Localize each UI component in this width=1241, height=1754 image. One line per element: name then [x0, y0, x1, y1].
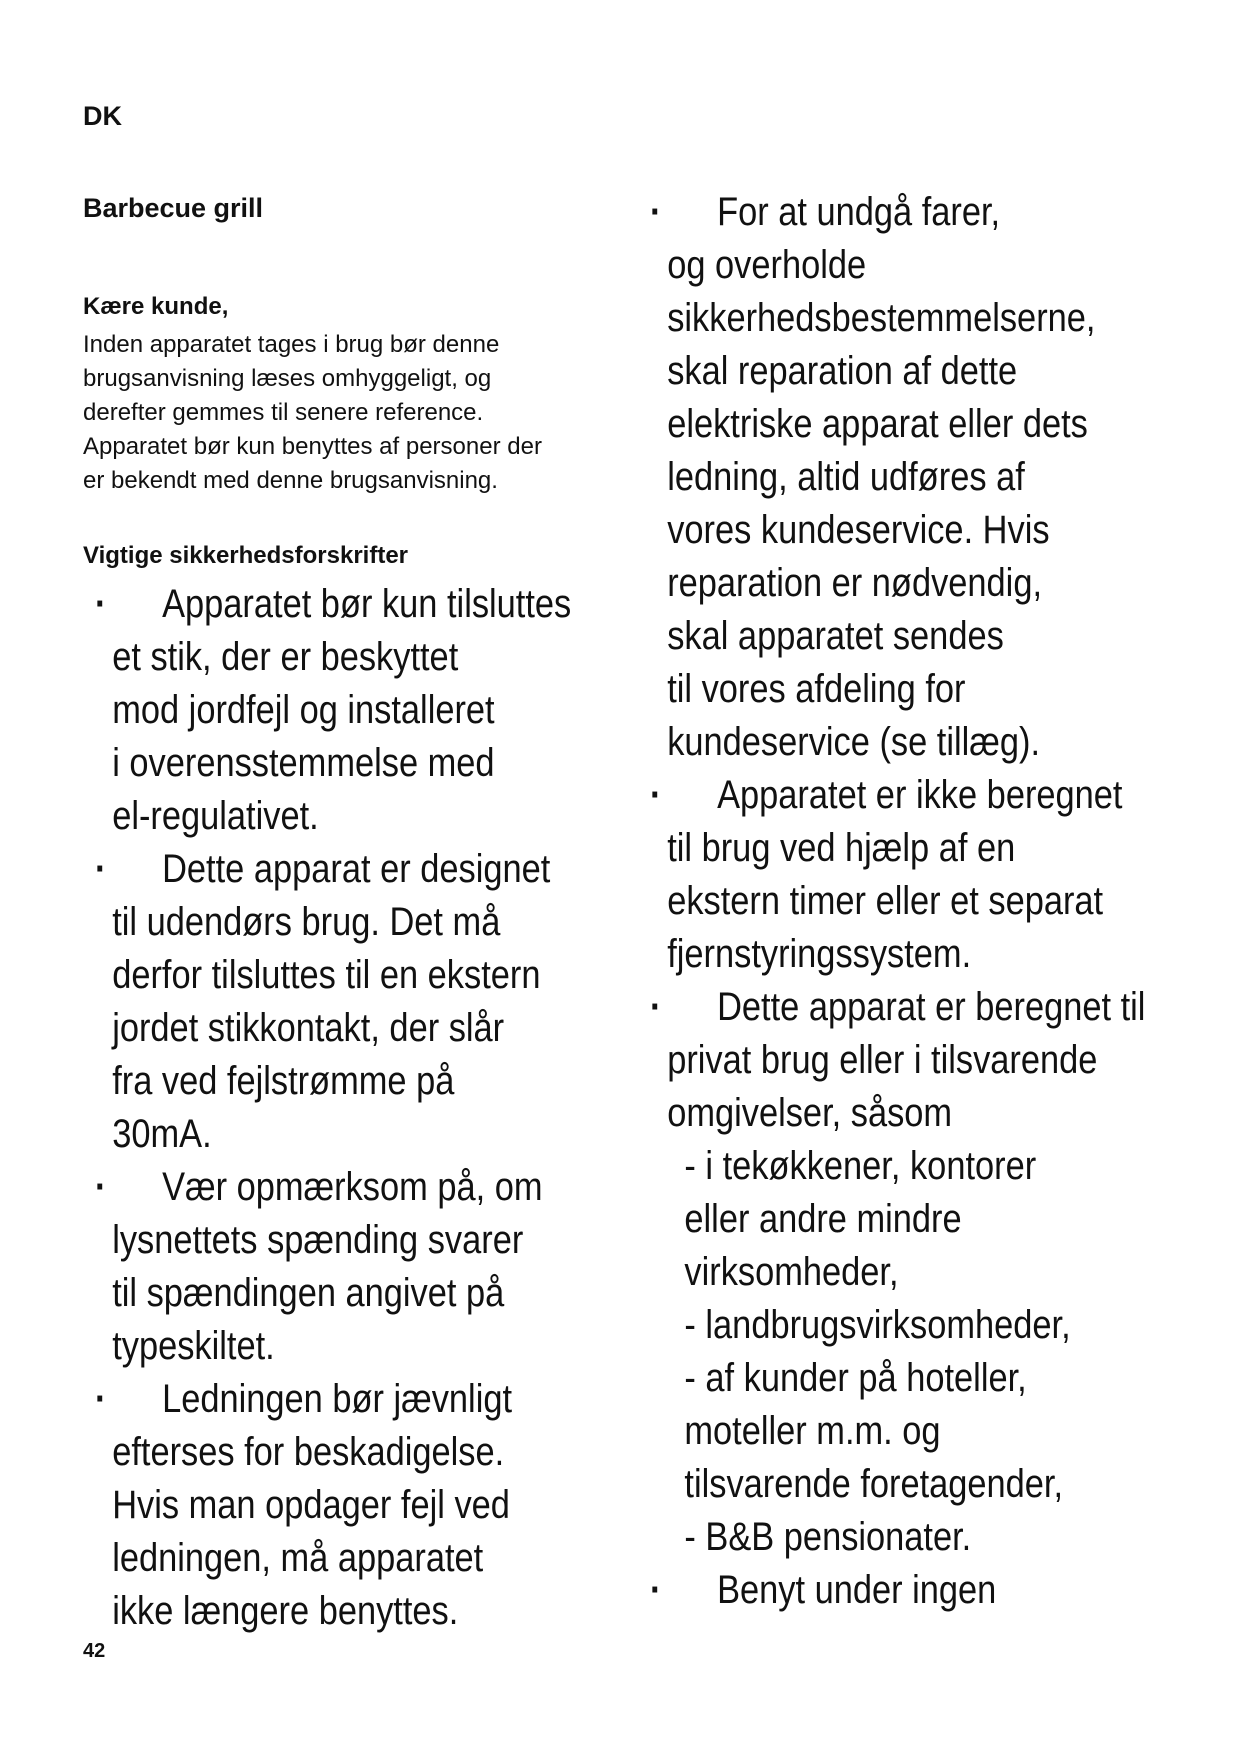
bullet-text: og overholde: [667, 243, 867, 287]
bullet-text: til udendørs brug. Det må: [112, 900, 501, 944]
bullet-text: et stik, der er beskyttet: [112, 635, 459, 679]
bullet-sub-line: - landbrugsvirksomheder,: [684, 1303, 1071, 1347]
bullet-line: [650, 610, 1183, 663]
bullet-line: [95, 896, 611, 949]
safety-bullet-item: [95, 1161, 611, 1373]
bullet-line: [650, 292, 1183, 345]
bullet-dot-icon: ·: [95, 1165, 107, 1209]
intro-line: Inden apparatet tages i brug bør denne: [83, 331, 500, 358]
bullet-text: kundeservice (se tillæg).: [667, 720, 1041, 764]
bullet-text: Benyt under ingen: [717, 1568, 997, 1612]
left-bullet-column: [95, 578, 611, 1638]
bullet-line: [95, 631, 611, 684]
bullet-line: [650, 557, 1183, 610]
safety-bullet-item: [650, 769, 1183, 981]
bullet-text: skal reparation af dette: [667, 349, 1018, 393]
bullet-line: [95, 1002, 611, 1055]
intro-line: brugsanvisning læses omhyggeligt, og: [83, 365, 492, 392]
bullet-line: [650, 663, 1183, 716]
page-number: 42: [83, 1640, 106, 1662]
bullet-line: [95, 1479, 611, 1532]
bullet-text: fra ved fejlstrømme på: [112, 1059, 455, 1103]
bullet-dot-icon: ·: [650, 190, 662, 234]
bullet-sub-line: moteller m.m. og: [684, 1409, 941, 1453]
bullet-text: Hvis man opdager fejl ved: [112, 1483, 510, 1527]
bullet-text: skal apparatet sendes: [667, 614, 1004, 658]
bullet-text: ledning, altid udføres af: [667, 455, 1025, 499]
bullet-line: [95, 1055, 611, 1108]
bullet-text: efterses for beskadigelse.: [112, 1430, 505, 1474]
bullet-text: ekstern timer eller et separat: [667, 879, 1104, 923]
greeting: Kære kunde,: [83, 293, 229, 320]
bullet-text: 30mA.: [112, 1112, 212, 1156]
bullet-text: ledningen, må apparatet: [112, 1536, 484, 1580]
bullet-sub-line: eller andre mindre: [684, 1197, 962, 1241]
bullet-line: [95, 737, 611, 790]
bullet-text: Apparatet bør kun tilsluttes: [162, 582, 572, 626]
bullet-text: i overensstemmelse med: [112, 741, 495, 785]
bullet-text: til spændingen angivet på: [112, 1271, 505, 1315]
bullet-text: Vær opmærksom på, om: [162, 1165, 543, 1209]
bullet-sub-line: - B&B pensionater.: [684, 1515, 972, 1559]
bullet-text: Dette apparat er beregnet til: [717, 985, 1146, 1029]
bullet-line: [650, 345, 1183, 398]
bullet-line: [95, 1320, 611, 1373]
bullet-text: lysnettets spænding svarer: [112, 1218, 524, 1262]
document-title: Barbecue grill: [83, 193, 264, 223]
bullet-text: vores kundeservice. Hvis: [667, 508, 1050, 552]
bullet-text: el-regulativet.: [112, 794, 319, 838]
bullet-line: [95, 843, 611, 896]
language-code: DK: [83, 101, 122, 131]
bullet-text: jordet stikkontakt, der slår: [112, 1006, 505, 1050]
intro-line: er bekendt med denne brugsanvisning.: [83, 467, 498, 494]
bullet-text: privat brug eller i tilsvarende: [667, 1038, 1098, 1082]
safety-bullet-item: [650, 1564, 1183, 1617]
bullet-line: [95, 1426, 611, 1479]
bullet-line: [650, 451, 1183, 504]
bullet-line: [650, 981, 1183, 1034]
bullet-line: [95, 578, 611, 631]
intro-line: Apparatet bør kun benyttes af personer der: [83, 433, 542, 460]
bullet-text: mod jordfejl og installeret: [112, 688, 495, 732]
bullet-text: derfor tilsluttes til en ekstern: [112, 953, 541, 997]
bullet-line: [95, 1373, 611, 1426]
safety-bullet-item: [650, 981, 1183, 1564]
bullet-text: For at undgå farer,: [717, 190, 1001, 234]
right-bullet-column: [650, 186, 1183, 1617]
bullet-sub-line: virksomheder,: [684, 1250, 899, 1294]
bullet-dot-icon: ·: [650, 985, 662, 1029]
bullet-dot-icon: ·: [95, 582, 107, 626]
intro-paragraph: [83, 328, 643, 498]
bullet-line: [650, 716, 1183, 769]
bullet-line: [650, 1034, 1183, 1087]
bullet-line: [95, 1214, 611, 1267]
bullet-text: Ledningen bør jævnligt: [162, 1377, 513, 1421]
bullet-text: fjernstyringssystem.: [667, 932, 972, 976]
safety-bullet-item: [95, 1373, 611, 1638]
safety-bullet-item: [95, 843, 611, 1161]
bullet-dot-icon: ·: [650, 1568, 662, 1612]
bullet-line: [650, 875, 1183, 928]
bullet-text: ikke længere benyttes.: [112, 1589, 459, 1633]
bullet-dot-icon: ·: [95, 847, 107, 891]
bullet-sub-line: - af kunder på hoteller,: [684, 1356, 1027, 1400]
bullet-line: [650, 186, 1183, 239]
bullet-line: [95, 1108, 611, 1161]
bullet-line: [650, 769, 1183, 822]
bullet-text: reparation er nødvendig,: [667, 561, 1043, 605]
bullet-line: [95, 684, 611, 737]
bullet-sub-line: - i tekøkkener, kontorer: [684, 1144, 1037, 1188]
bullet-line: [95, 949, 611, 1002]
bullet-line: [650, 928, 1183, 981]
bullet-line: [650, 398, 1183, 451]
bullet-line: [650, 239, 1183, 292]
bullet-text: Apparatet er ikke beregnet: [717, 773, 1123, 817]
safety-heading: Vigtige sikkerhedsforskrifter: [83, 542, 409, 569]
bullet-text: omgivelser, såsom: [667, 1091, 953, 1135]
bullet-line: [650, 504, 1183, 557]
bullet-text: elektriske apparat eller dets: [667, 402, 1088, 446]
intro-line: derefter gemmes til senere reference.: [83, 399, 484, 426]
bullet-line: [95, 1585, 611, 1638]
bullet-line: [95, 1161, 611, 1214]
safety-bullet-item: [650, 186, 1183, 769]
bullet-text: til brug ved hjælp af en: [667, 826, 1016, 870]
bullet-text: typeskiltet.: [112, 1324, 275, 1368]
bullet-line: [650, 822, 1183, 875]
bullet-dot-icon: ·: [650, 773, 662, 817]
bullet-line: [650, 1564, 1183, 1617]
bullet-line: [650, 1087, 1183, 1140]
bullet-dot-icon: ·: [95, 1377, 107, 1421]
bullet-text: til vores afdeling for: [667, 667, 966, 711]
safety-bullet-item: [95, 578, 611, 843]
bullet-line: [95, 790, 611, 843]
bullet-text: sikkerhedsbestemmelserne,: [667, 296, 1096, 340]
bullet-line: [95, 1532, 611, 1585]
bullet-sub-line: tilsvarende foretagender,: [684, 1462, 1064, 1506]
bullet-line: [95, 1267, 611, 1320]
bullet-text: Dette apparat er designet: [162, 847, 551, 891]
